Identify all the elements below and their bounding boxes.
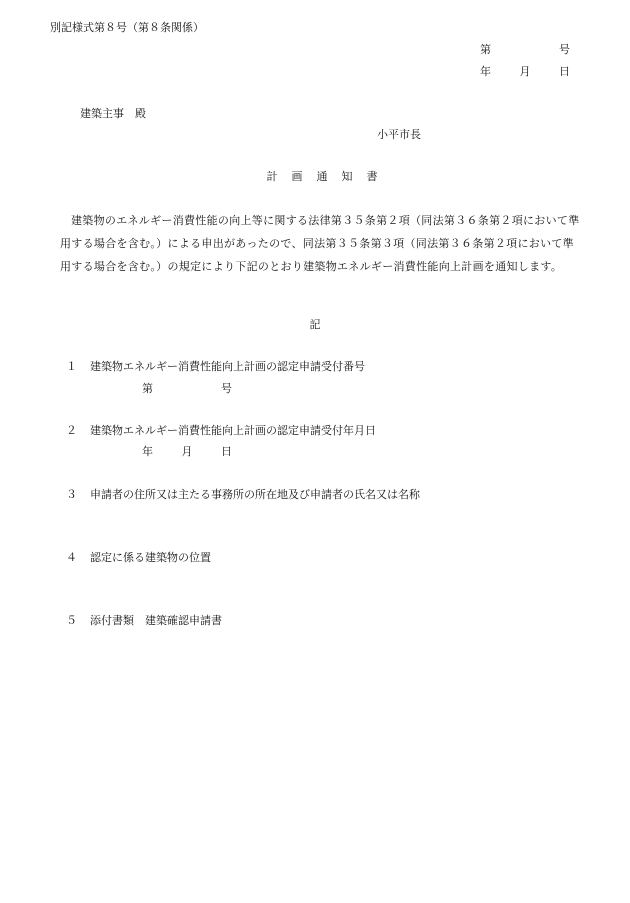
date-month: 月: [519, 65, 531, 78]
body-paragraph: 建築物のエネルギー消費性能の向上等に関する法律第３５条第２項（同法第３６条第２項において準用する場合を含む。）による申出があったので、同法第３５条第３項（同法第３６条第２項において準用する場合を含む。）の規定により下記のとおり建築物エネルギー消費性能向上計画を通知します。: [60, 214, 580, 273]
item-text: 認定に係る建築物の位置: [90, 551, 211, 564]
sub-number-suffix: 号: [221, 382, 232, 395]
item-number: ４: [66, 551, 77, 564]
item-text: 添付書類 建築確認申請書: [90, 614, 222, 627]
date-year: 年: [480, 65, 491, 78]
item-text: 申請者の住所又は主たる事務所の所在地及び申請者の氏名又は名称: [90, 488, 420, 501]
form-label: 別記様式第８号（第８条関係）: [50, 21, 204, 34]
item-sub-line: [142, 444, 232, 459]
sub-number-prefix: 第: [142, 382, 153, 395]
item-number: ３: [66, 488, 77, 501]
sub-date-year: 年: [142, 445, 153, 458]
ki-heading: 記: [309, 318, 321, 331]
document-date-line: [480, 64, 570, 79]
sender: 小平市長: [377, 128, 421, 141]
number-prefix: 第: [480, 43, 491, 56]
sub-date-day: 日: [221, 445, 232, 458]
document-number-line: [480, 42, 570, 57]
item-text: 建築物エネルギー消費性能向上計画の認定申請受付年月日: [90, 424, 376, 437]
addressee: 建築主事 殿: [80, 107, 146, 120]
item-number: ２: [66, 424, 77, 437]
item-number: ５: [66, 614, 77, 627]
item-number: １: [66, 360, 77, 373]
date-day: 日: [559, 65, 570, 78]
sub-date-month: 月: [181, 445, 193, 458]
item-text: 建築物エネルギー消費性能向上計画の認定申請受付番号: [90, 360, 365, 373]
number-suffix: 号: [559, 43, 570, 56]
item-sub-line: [142, 381, 232, 396]
document-title: 計画通知書: [266, 170, 392, 183]
